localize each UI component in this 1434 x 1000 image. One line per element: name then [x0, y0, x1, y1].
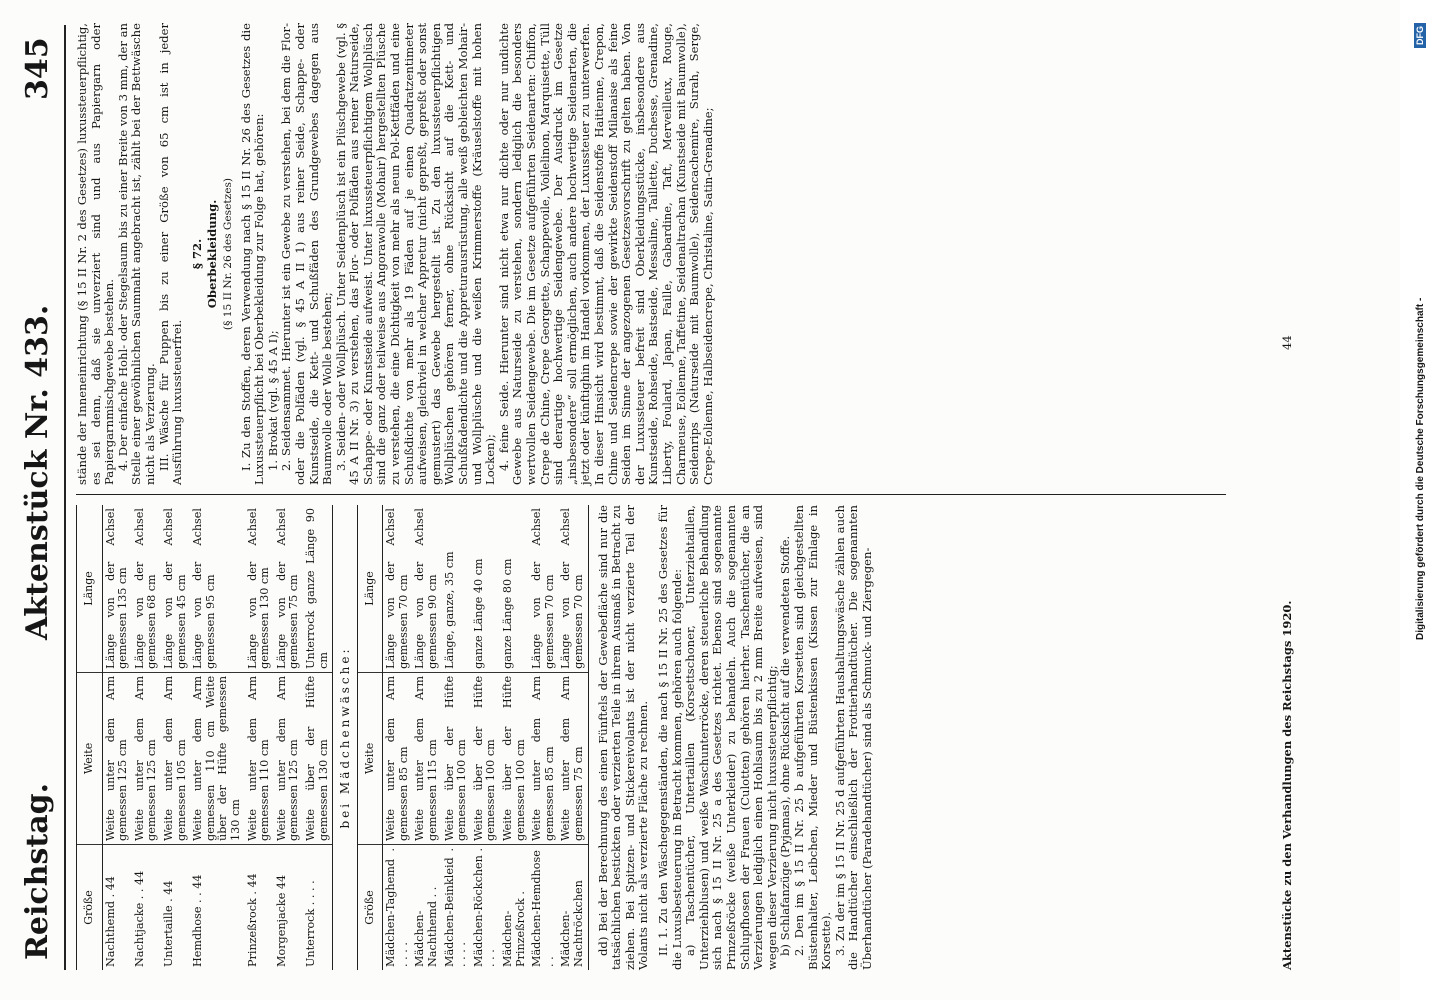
table1-cell: Unterrock ganze Länge 90 cm	[303, 505, 333, 672]
table1-cell: Nachtjacke . . 44	[132, 870, 146, 967]
section-number: § 72.	[189, 238, 204, 270]
table-row	[558, 505, 588, 970]
table-row	[442, 505, 471, 970]
table1-cell: Weite über der Hüfte gemessen 130 cm	[303, 672, 333, 844]
table1-cell: Weite unter dem Arm gemessen 105 cm	[161, 672, 190, 844]
table1-cell: Länge von der Achsel gemessen 45 cm	[161, 505, 190, 672]
table2-header-length: Länge	[357, 505, 383, 672]
paragraph-4: 4. Der einfache Hohl- oder Stegelsaum bis zu einer Breite von 3 mm, der an Stelle einer gewöhnlichen Saumnaht angebracht ist, zählt bei der Bettwäsche nicht als Verzierung.	[115, 23, 157, 485]
table-row	[190, 505, 244, 970]
table-row	[383, 505, 413, 970]
table2-cell: Weite unter dem Arm gemessen 85 cm	[383, 672, 413, 844]
paragraph-b: b) Schlafanzüge (Pyjamas), ohne Rücksicht auf die verwendeten Stoffe.	[778, 535, 793, 956]
table2-header-size: Größe	[357, 844, 383, 970]
table2-cell: Weite über der Hüfte gemessen 100 cm	[471, 672, 500, 844]
table1-cell: Weite unter dem Arm gemessen 125 cm	[132, 672, 161, 844]
table1-header-size: Größe	[77, 844, 103, 970]
table1-cell: Weite unter dem Arm gemessen 125 cm	[102, 672, 132, 844]
table1-header-length: Länge	[77, 505, 103, 672]
table2-cell: Mädchen-Prinzeßrock .	[501, 891, 527, 967]
table1-cell: Länge von der Achsel gemessen 130 cm	[245, 505, 274, 672]
table1-cell: Unterrock . . . .	[303, 844, 333, 970]
footer-page-signature: 44	[1280, 335, 1294, 350]
item-2: 2. Seidensammet. Hierunter ist ein Gewebe zu verstehen, bei dem die Flor- oder die Polfäden (vgl. § 45 A II 1) aus reiner Seide, Schappe- oder Kunstseide, die Kett- und Schußfäden des Grundgewebes dagegen aus Baumwolle oder Wolle bestehen;	[279, 23, 335, 485]
table2-cell: Länge von der Achsel gemessen 70 cm	[383, 505, 413, 672]
table2-cell: Mädchen-Beinkleid . . . . .	[442, 847, 469, 967]
section-title: Oberbekleidung.	[205, 199, 220, 309]
table1-cell: Morgenjacke 44	[274, 874, 288, 967]
table2-cell: Länge von der Achsel gemessen 70 cm	[558, 505, 588, 672]
table2-cell: Weite unter dem Arm gemessen 75 cm	[558, 672, 588, 844]
table-row	[102, 505, 132, 970]
page-number: 345	[20, 37, 55, 100]
header-center: Aktenstück Nr. 433.	[20, 304, 55, 640]
table1-cell: Weite unter dem Arm gemessen 125 cm	[274, 672, 303, 844]
table2-cell: Weite über der Hüfte gemessen 100 cm	[500, 672, 529, 844]
column-divider	[76, 494, 1226, 495]
girls-wear-table	[357, 505, 589, 970]
table-row	[161, 505, 190, 970]
table2-header-width: Weite	[357, 672, 383, 844]
table-row	[303, 505, 333, 970]
table-row	[274, 505, 303, 970]
adult-wear-table	[76, 505, 333, 970]
paragraph-3: 3. Zu der im § 15 II Nr. 25 d aufgeführten Haushaltungswäsche zählen auch die Handtücher einschließlich der Frottierhandtücher. Die sogenannten Überhandtücher (Paradehandtücher) sind als Schmuck- und Ziergegen-	[832, 505, 874, 970]
table1-cell: Länge von der Achsel gemessen 68 cm	[132, 505, 161, 672]
header-rule	[64, 25, 66, 970]
digitization-note: Digitalisierung gefördert durch die Deutsche Forschungsgemeinschaft -	[1415, 297, 1426, 640]
table1-cell: Prinzeßrock . 44	[245, 873, 259, 967]
table2-cell: Weite über der Hüfte gemessen 100 cm	[442, 672, 471, 844]
right-column	[76, 23, 715, 485]
table1-cell: Länge von der Achsel gemessen 75 cm	[274, 505, 303, 672]
table2-cell: ganze Länge 80 cm	[500, 505, 529, 672]
table2-cell: Mädchen-Hemdhose . .	[530, 850, 556, 967]
item-4: 4. feine Seide. Hierunter sind nicht etwa nur dichte oder nur undichte Gewebe aus Naturseide zu verstehen, sondern lediglich die besonders wertvollen Seidengewebe. Die im Gesetze aufgeführten Seidenarten: Chiffon, Crepe de Chine, Crepe Georgette, Schappevoile, Voilelinon, Marquisette, Tüll sind derartige hochwertige Seidengewebe. Der Ausdruck im Gesetze „insbesondere“ soll ermöglichen, auch andere hochwertige Seidenarten, die jetzt oder künftighin im Handel vorkommen, der Luxussteuer zu unterwerfen. In dieser Hinsicht wird bestimmt, daß die Seidenstoffe Haitienne, Crepon, Chine und Seidencrepe sowie der gewirkte Seidenstoff Milanaise als feine Seiden im Sinne der angezogenen Gesetzesvorschrift zu gelten haben. Von der Luxussteuer befreit sind Oberkleidungsstücke, insbesondere aus Kunstseide, Rohseide, Bastseide, Messaline, Taillette, Duchesse, Grenadine, Liberty, Foulard, Japan, Faille, Gabardine, Taft, Merveilleux, Rouge, Charmeuse, Eolienne, Taffetine, Seidenaltrachan (Kunstseide mit Baumwolle), Seidenrips (Naturseide mit Baumwolle), Seidencachemire, Surah, Serge, Crepe-Eolienne, Halbseidencrepe, Christaline, Satin-Grenadine;	[496, 23, 715, 485]
table2-cell: Mädchen-Röckchen . . . .	[471, 847, 498, 967]
table2-cell: ganze Länge 40 cm	[471, 505, 500, 672]
table-row	[500, 505, 529, 970]
item-1: 1. Brokat (vgl. § 45 A I);	[265, 330, 280, 471]
table2-cell: Mädchen-Nachtröckchen	[558, 844, 588, 970]
table1-cell: Nachthemd . 44	[103, 876, 117, 967]
table2-cell: Mädchen-Nachthemd . .	[413, 886, 440, 967]
table1-cell: Untertaille . 44	[161, 880, 175, 967]
table2-cell: Länge, ganze, 35 cm	[442, 505, 471, 672]
table1-cell: Länge von der Achsel gemessen 95 cm	[190, 505, 244, 672]
paragraph-continued: stände der Inneneinrichtung (§ 15 II Nr. 2 des Gesetzes) luxussteuerpflichtig, es sei denn, daß sie unverziert sind und aus Papiergarn oder Papiergarnmischgewebe bestehen.	[75, 23, 117, 485]
table-row	[529, 505, 558, 970]
table1-cell: Hemdhose . . 44	[191, 874, 205, 967]
section-reference: (§ 15 II Nr. 26 des Gesetzes)	[221, 177, 234, 331]
paragraph-II-1: II. 1. Zu den Wäschegegenständen, die nach § 15 II Nr. 25 des Gesetzes für die Luxusbesteuerung in Betracht kommen, gehören auch folgende:	[655, 505, 684, 970]
table2-cell: Weite unter dem Arm gemessen 115 cm	[412, 672, 441, 844]
maedchen-heading: bei Mädchenwäsche:	[338, 646, 353, 829]
table-row	[132, 505, 161, 970]
table-row	[245, 505, 274, 970]
table2-cell: Länge von der Achsel gemessen 90 cm	[412, 505, 441, 672]
table-row	[412, 505, 441, 970]
left-column	[76, 505, 874, 970]
table1-cell: Weite unter dem Arm gemessen 110 cm Weite über der Hüfte gemessen 130 cm	[190, 672, 244, 844]
header-left: Reichstag.	[20, 782, 55, 960]
table1-cell: Weite unter dem Arm gemessen 110 cm	[245, 672, 274, 844]
table2-cell: Weite unter dem Arm gemessen 85 cm	[529, 672, 558, 844]
paragraph-I: I. Zu den Stoffen, deren Verwendung nach § 15 II Nr. 26 des Gesetzes die Luxussteuerpflicht bei Oberbekleidung zur Folge hat, gehören:	[238, 23, 267, 485]
table2-cell: Länge von der Achsel gemessen 70 cm	[529, 505, 558, 672]
paragraph-dd: dd) Bei der Berechnung des einen Fünftels der Gewebefläche sind nur die tatsächlichen bestickten oder verzierten Teile in ihrem Ausmaß in Betracht zu ziehen. Bei Spitzen- und Stickereivolants ist der nicht verzierte Teil der Volants nicht als verzierte Fläche zu rechnen.	[595, 505, 651, 970]
table2-cell: Mädchen-Taghemd . . . . .	[384, 847, 410, 967]
paragraph-a: a) Taschentücher, Untertaillen (Korsettschoner, Unterziehtaillen, Unterziehblusen) und weiße Waschunterröcke, deren steuerliche Behandlung sich nach § 15 II Nr. 25 a des Gesetzes richtet. Ebenso sind sogenannte Prinzeßröcke (weiße Unterkleider) zu behandeln. Auch die sogenannten Schlupfhosen der Frauen (Culotten) gehören hierher. Taschentücher, die an Verzierungen lediglich einen Hohlsaum bis zu 2 mm Breite aufweisen, sind wegen dieser Verzierung nicht luxussteuerpflichtig;	[683, 505, 779, 970]
footer-left: Aktenstücke zu den Verhandlungen des Reichstags 1920.	[1280, 600, 1294, 970]
table-row	[471, 505, 500, 970]
paragraph-III: III. Wäsche für Puppen bis zu einer Größe von 65 cm ist in jeder Ausführung luxussteuerfrei.	[156, 23, 185, 485]
table1-header-width: Weite	[77, 672, 103, 844]
table1-cell: Länge von der Achsel gemessen 135 cm	[102, 505, 132, 672]
item-3: 3. Seiden- oder Wollplüsch. Unter Seidenplüsch ist ein Plüschgewebe (vgl. § 45 A II Nr. 3) zu verstehen, das Flor- oder Polfäden aus reiner Naturseide, Schappe- oder Kunstseide aufweist. Unter luxussteuerpflichtigem Wollplüsch sind die ganz oder teilweise aus Angorawolle (Mohair) hergestellten Plüsche zu verstehen, die eine Dichtigkeit von mehr als neun Pol-Kettfäden und eine Schußdichte von mehr als 19 Fäden auf je einen Quadratzentimeter aufweisen, gleichviel in welcher Appretur (nicht gepreßt, gepreßt oder sonst gemustert) das Gewebe hergestellt ist. Zu den luxussteuerpflichtigen Wollplüschen gehören ferner, ohne Rücksicht auf die Kett- und Schußfadendichte und die Appreturausrüstung, alle weiß gebleichten Mohair- und Wollplüsche und die weißen Krimmerstoffe (Kräuselstoffe mit hohen Locken);	[333, 23, 498, 485]
paragraph-2: 2. Den im § 15 II Nr. 25 b aufgeführten Korsetten sind gleichgestellten Büstenhalter, Leibchen, Mieder und Büstenkissen (Kissen zur Einlage in Korsette).	[791, 505, 834, 970]
dfg-logo: DFG	[1414, 23, 1426, 48]
